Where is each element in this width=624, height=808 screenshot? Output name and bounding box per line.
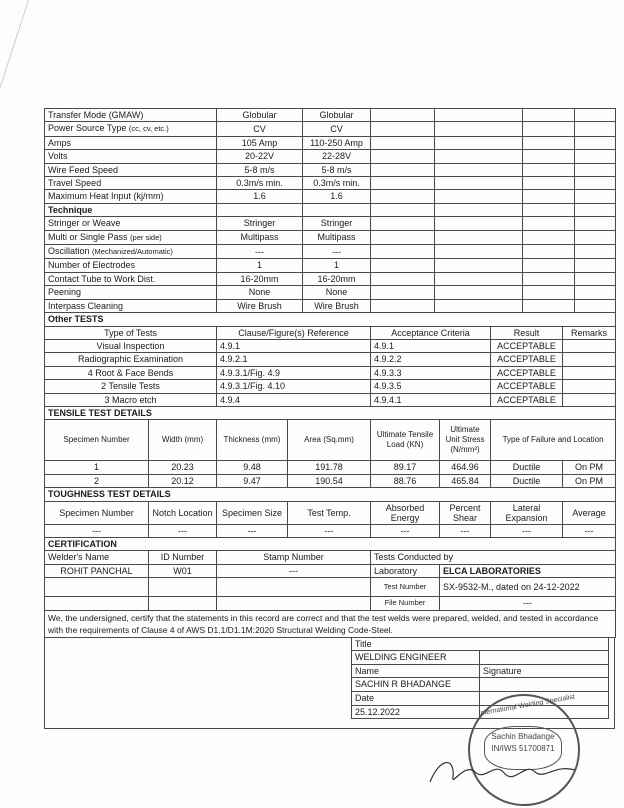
- col-thickness: Thickness (mm): [217, 420, 288, 461]
- test-number-label: Test Number: [371, 578, 440, 597]
- param-label: Travel Speed: [45, 177, 217, 190]
- toughness-value: ---: [563, 524, 616, 537]
- param-value-v2: 5-8 m/s: [303, 163, 371, 176]
- laboratory-label: Laboratory: [371, 564, 440, 577]
- col-specimen-number: Specimen Number: [45, 420, 149, 461]
- tensile-stress: 464.96: [440, 461, 491, 474]
- date-value: 25.12.2022: [352, 705, 480, 719]
- param-value-v2: 110-250 Amp: [303, 136, 371, 149]
- param-label: Maximum Heat Input (kj/mm): [45, 190, 217, 203]
- param-value-v1: None: [217, 286, 303, 299]
- toughness-value: ---: [217, 524, 288, 537]
- toughness-value: ---: [288, 524, 371, 537]
- other-test-criteria: 4.9.1: [371, 339, 491, 352]
- param-label: Amps: [45, 136, 217, 149]
- other-test-clause: 4.9.2.1: [217, 353, 371, 366]
- param-row: [45, 217, 616, 230]
- stamp-number: IN/IWS 51700871: [491, 744, 555, 753]
- param-row: [45, 272, 616, 285]
- param-value-v2: ---: [303, 245, 371, 259]
- col-clause-reference: Clause/Figure(s) Reference: [217, 326, 371, 339]
- other-test-result: ACCEPTABLE: [491, 353, 563, 366]
- tensile-specimen: 1: [45, 461, 149, 474]
- stamp-ring-text: International Welding Specialist: [478, 693, 576, 718]
- other-test-criteria: 4.9.3.3: [371, 366, 491, 379]
- other-test-row: [45, 380, 616, 393]
- tensile-load: 88.76: [371, 474, 440, 487]
- param-row: [45, 163, 616, 176]
- handwritten-signature-icon: [425, 752, 585, 792]
- file-number-label: File Number: [371, 597, 440, 610]
- param-row: [45, 177, 616, 190]
- other-test-criteria: 4.9.2.2: [371, 353, 491, 366]
- param-label: Power Source Type (cc, cv, etc.): [45, 122, 217, 136]
- certification-statement: We, the undersigned, certify that the statements in this record are correct and that the test welds were prepared, welded, and tested in accordance with the requirements of Clause 4 of AWS D1.1/D1.1M:2020 Structural Welding Code-Steel.: [45, 610, 616, 637]
- other-test-type: 2 Tensile Tests: [45, 380, 217, 393]
- toughness-value: ---: [491, 524, 563, 537]
- tensile-thickness: 9.47: [217, 474, 288, 487]
- param-value-v2: Multipass: [303, 230, 371, 244]
- param-value-v2: 1.6: [303, 190, 371, 203]
- param-value-v2: 1: [303, 259, 371, 272]
- paper-fold-line: [0, 0, 29, 133]
- stamp-name: Sachin Bhadange: [491, 732, 555, 741]
- id-number: W01: [149, 564, 217, 577]
- param-value-v2: None: [303, 286, 371, 299]
- certification-table: [44, 537, 616, 638]
- param-value-v1: 1.6: [217, 190, 303, 203]
- tensile-thickness: 9.48: [217, 461, 288, 474]
- welding-parameters-table: [44, 108, 616, 313]
- param-value-v1: 20-22V: [217, 150, 303, 163]
- param-value-v2: Wire Brush: [303, 299, 371, 312]
- param-label: Stringer or Weave: [45, 217, 217, 230]
- other-test-remarks: [563, 339, 616, 352]
- param-value-v1: Stringer: [217, 217, 303, 230]
- param-label: Wire Feed Speed: [45, 163, 217, 176]
- param-value-v2: Stringer: [303, 217, 371, 230]
- other-test-remarks: [563, 353, 616, 366]
- param-value-v1: ---: [217, 245, 303, 259]
- other-test-remarks: [563, 380, 616, 393]
- other-test-result: ACCEPTABLE: [491, 380, 563, 393]
- param-label: Contact Tube to Work Dist.: [45, 272, 217, 285]
- toughness-col: Absorbed Energy: [371, 501, 440, 524]
- param-row: [45, 150, 616, 163]
- other-test-type: 3 Macro etch: [45, 393, 217, 406]
- param-row: [45, 299, 616, 312]
- title-value: WELDING ENGINEER: [352, 651, 480, 665]
- other-test-row: [45, 339, 616, 352]
- other-test-result: ACCEPTABLE: [491, 339, 563, 352]
- signature-label: Signature: [480, 664, 609, 678]
- date-label: Date: [352, 691, 480, 705]
- param-value-v1: 16-20mm: [217, 272, 303, 285]
- toughness-test-table: [44, 487, 616, 538]
- toughness-value: ---: [149, 524, 217, 537]
- toughness-col: Specimen Size: [217, 501, 288, 524]
- toughness-col: Average: [563, 501, 616, 524]
- tensile-row: [45, 474, 616, 487]
- other-test-row: [45, 393, 616, 406]
- stamp-number-label: Stamp Number: [217, 551, 371, 564]
- toughness-col: Test Temp.: [288, 501, 371, 524]
- other-test-result: ACCEPTABLE: [491, 393, 563, 406]
- welders-name-label: Welder's Name: [45, 551, 149, 564]
- other-test-type: Radiographic Examination: [45, 353, 217, 366]
- file-number-value: ---: [440, 597, 616, 610]
- tensile-stress: 465.84: [440, 474, 491, 487]
- tensile-width: 20.12: [149, 474, 217, 487]
- param-label: Number of Electrodes: [45, 259, 217, 272]
- param-value-v2: 0.3m/s min.: [303, 177, 371, 190]
- tensile-area: 191.78: [288, 461, 371, 474]
- other-test-type: 4 Root & Face Bends: [45, 366, 217, 379]
- tensile-failure: Ductile: [491, 474, 563, 487]
- certification-heading: CERTIFICATION: [45, 537, 616, 550]
- other-test-remarks: [563, 393, 616, 406]
- other-test-criteria: 4.9.4.1: [371, 393, 491, 406]
- param-value-v2: 16-20mm: [303, 272, 371, 285]
- title-label: Title: [352, 637, 609, 651]
- toughness-col: Percent Shear: [440, 501, 491, 524]
- param-label: Oscillation (Mechanized/Automatic): [45, 245, 217, 259]
- col-type-of-tests: Type of Tests: [45, 326, 217, 339]
- technique-heading: Technique: [45, 203, 217, 216]
- param-row: [45, 230, 616, 244]
- param-value-v1: Globular: [217, 109, 303, 122]
- param-label: Volts: [45, 150, 217, 163]
- col-remarks: Remarks: [563, 326, 616, 339]
- other-test-clause: 4.9.3.1/Fig. 4.10: [217, 380, 371, 393]
- param-row: [45, 286, 616, 299]
- other-test-clause: 4.9.1: [217, 339, 371, 352]
- param-label: Multi or Single Pass (per side): [45, 230, 217, 244]
- col-acceptance-criteria: Acceptance Criteria: [371, 326, 491, 339]
- other-test-clause: 4.9.3.1/Fig. 4.9: [217, 366, 371, 379]
- id-number-label: ID Number: [149, 551, 217, 564]
- tensile-width: 20.23: [149, 461, 217, 474]
- toughness-col: Lateral Expansion: [491, 501, 563, 524]
- welder-name: ROHIT PANCHAL: [45, 564, 149, 577]
- other-test-clause: 4.9.4: [217, 393, 371, 406]
- param-row: [45, 190, 616, 203]
- tests-conducted-label: Tests Conducted by: [371, 551, 616, 564]
- param-row: [45, 122, 616, 136]
- tensile-test-table: [44, 406, 616, 488]
- other-tests-heading: Other TESTS: [45, 313, 616, 326]
- param-value-v1: 5-8 m/s: [217, 163, 303, 176]
- param-value-v1: 0.3m/s min.: [217, 177, 303, 190]
- welder-qualification-record: [44, 108, 615, 729]
- param-value-v2: Globular: [303, 109, 371, 122]
- tensile-load: 89.17: [371, 461, 440, 474]
- col-width: Width (mm): [149, 420, 217, 461]
- param-value-v1: Wire Brush: [217, 299, 303, 312]
- param-label: Interpass Cleaning: [45, 299, 217, 312]
- stamp-number: ---: [217, 564, 371, 577]
- param-label: Peening: [45, 286, 217, 299]
- param-row: [45, 136, 616, 149]
- other-test-criteria: 4.9.3.5: [371, 380, 491, 393]
- param-value-v1: 105 Amp: [217, 136, 303, 149]
- toughness-col: Specimen Number: [45, 501, 149, 524]
- signoff-table: [351, 637, 609, 720]
- param-value-v2: CV: [303, 122, 371, 136]
- param-row: [45, 259, 616, 272]
- col-ultimate-tensile-load: Ultimate Tensile Load (KN): [371, 420, 440, 461]
- param-value-v1: Multipass: [217, 230, 303, 244]
- param-value-v1: CV: [217, 122, 303, 136]
- col-ultimate-unit-stress: Ultimate Unit Stress (N/mm²): [440, 420, 491, 461]
- other-tests-table: [44, 312, 616, 407]
- other-test-row: [45, 353, 616, 366]
- tensile-location: On PM: [563, 474, 616, 487]
- name-label: Name: [352, 664, 480, 678]
- col-area: Area (Sq.mm): [288, 420, 371, 461]
- col-result: Result: [491, 326, 563, 339]
- toughness-heading: TOUGHNESS TEST DETAILS: [45, 488, 616, 501]
- tensile-location: On PM: [563, 461, 616, 474]
- toughness-value: ---: [440, 524, 491, 537]
- test-number-value: SX-9532-M., dated on 24-12-2022: [440, 578, 616, 597]
- toughness-value: ---: [45, 524, 149, 537]
- param-value-v2: 22-28V: [303, 150, 371, 163]
- other-test-row: [45, 366, 616, 379]
- other-test-type: Visual Inspection: [45, 339, 217, 352]
- param-value-v1: 1: [217, 259, 303, 272]
- param-row: [45, 109, 616, 122]
- toughness-value: ---: [371, 524, 440, 537]
- param-row: [45, 245, 616, 259]
- other-test-remarks: [563, 366, 616, 379]
- tensile-area: 190.54: [288, 474, 371, 487]
- tensile-failure: Ductile: [491, 461, 563, 474]
- tensile-specimen: 2: [45, 474, 149, 487]
- name-value: SACHIN R BHADANGE: [352, 678, 480, 692]
- tensile-heading: TENSILE TEST DETAILS: [45, 406, 616, 419]
- col-failure-location: Type of Failure and Location: [491, 420, 616, 461]
- param-label: Transfer Mode (GMAW): [45, 109, 217, 122]
- tensile-row: [45, 461, 616, 474]
- toughness-col: Notch Location: [149, 501, 217, 524]
- other-test-result: ACCEPTABLE: [491, 366, 563, 379]
- laboratory-value: ELCA LABORATORIES: [440, 564, 616, 577]
